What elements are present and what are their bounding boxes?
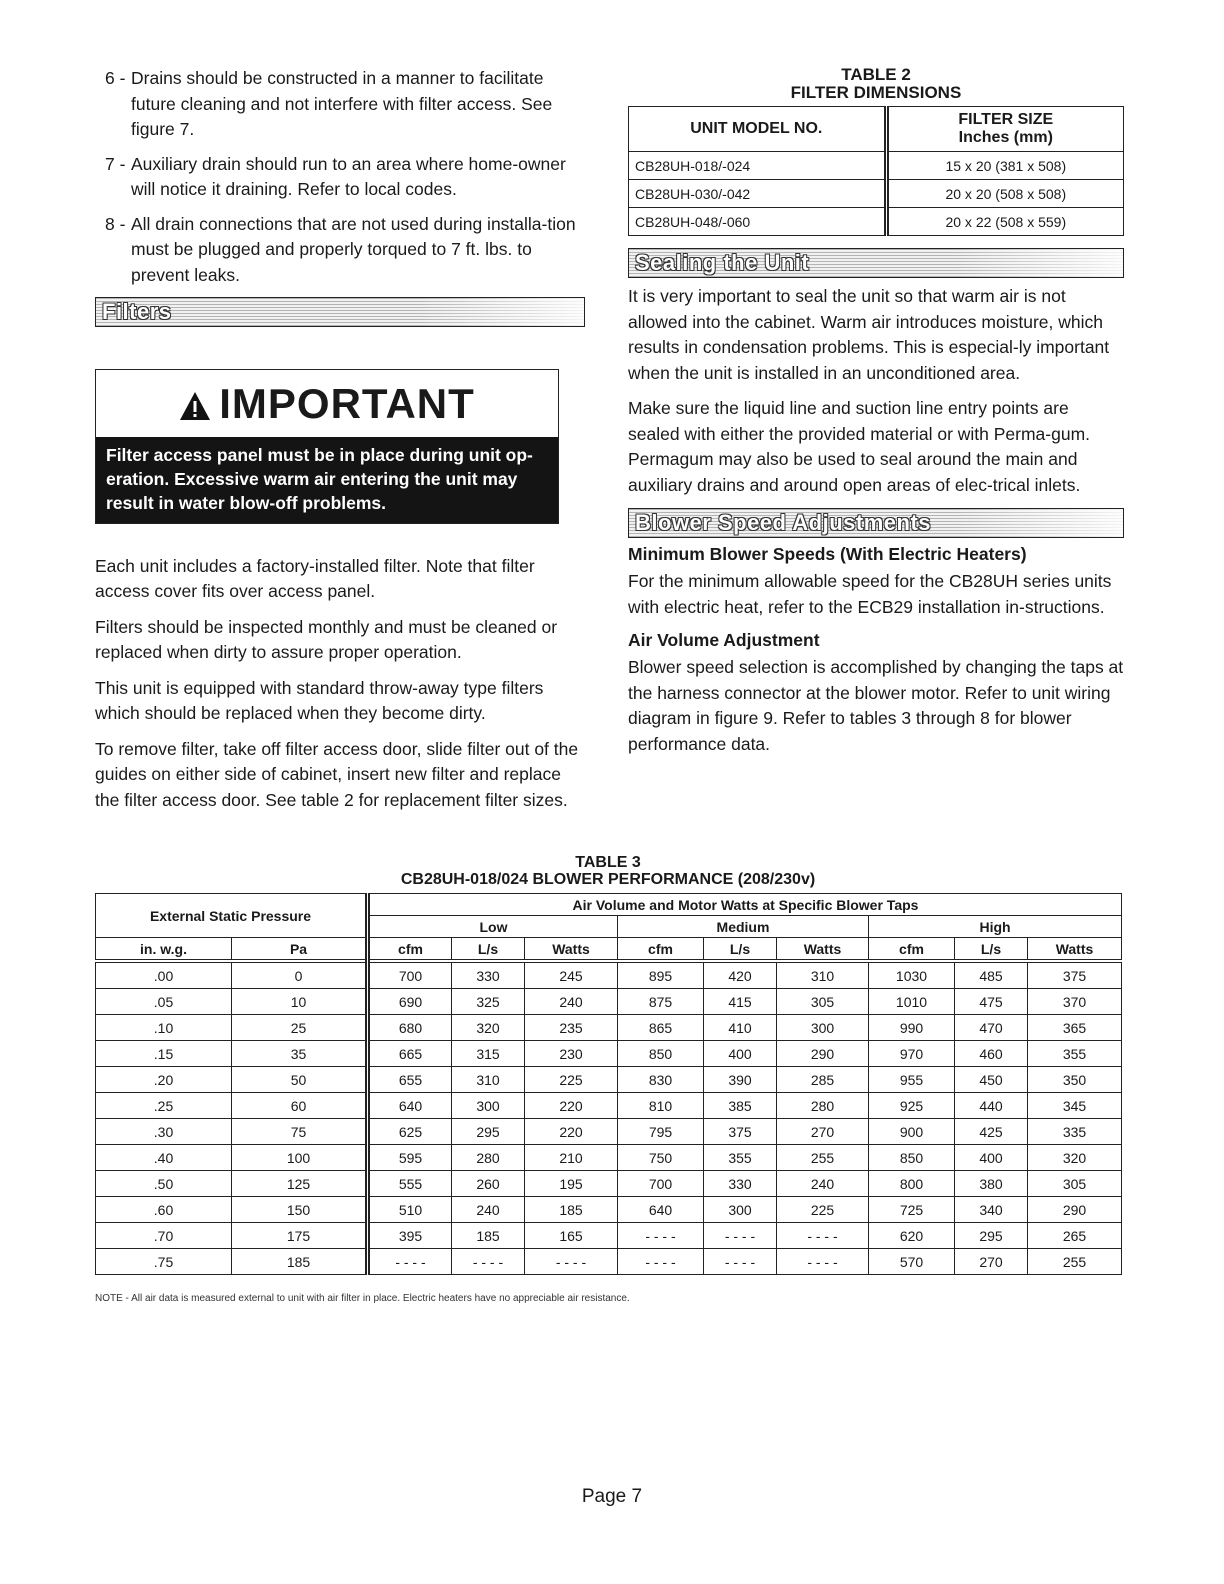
table-cell: 990 — [869, 1015, 955, 1041]
model-cell: CB28UH-048/-060 — [629, 208, 887, 236]
table-cell: 330 — [452, 961, 525, 989]
table-cell: 240 — [777, 1171, 869, 1197]
filters-paragraph: This unit is equipped with standard throw-away type filters which should be replaced when they become dirty. — [95, 677, 544, 724]
table-cell: 370 — [1028, 989, 1122, 1015]
header-cfm: cfm — [618, 938, 704, 962]
table-cell: 295 — [452, 1119, 525, 1145]
sealing-heading-text: Sealing the Unit — [635, 250, 810, 275]
table-cell: .40 — [96, 1145, 232, 1171]
table-cell: 470 — [955, 1015, 1028, 1041]
sealing-heading — [628, 248, 1124, 278]
table-cell: 355 — [1028, 1041, 1122, 1067]
table-cell: - - - - — [452, 1249, 525, 1275]
table-cell: .05 — [96, 989, 232, 1015]
table-cell: 850 — [618, 1041, 704, 1067]
table-cell: 225 — [777, 1197, 869, 1223]
header-high: High — [869, 916, 1122, 938]
table-cell: 375 — [704, 1119, 777, 1145]
table-row — [96, 1249, 1122, 1275]
header-ls: L/s — [452, 938, 525, 962]
filters-heading-text: Filters — [102, 299, 172, 324]
table-cell: 300 — [704, 1197, 777, 1223]
table-cell: 280 — [777, 1093, 869, 1119]
table-cell: .60 — [96, 1197, 232, 1223]
header-model: UNIT MODEL NO. — [629, 107, 887, 152]
table-cell: 830 — [618, 1067, 704, 1093]
table-cell: 350 — [1028, 1067, 1122, 1093]
table-cell: 290 — [1028, 1197, 1122, 1223]
table-cell: 300 — [777, 1015, 869, 1041]
sealing-paragraph: Make sure the liquid line and suction line entry points are sealed with either the provided material or with Perma-gum. Permagum may also be used to seal around the main and auxiliary drains and around open areas of elec-trical inlets. — [628, 398, 1091, 495]
table-cell: - - - - — [618, 1223, 704, 1249]
blower-heading — [628, 508, 1124, 538]
table-cell: 700 — [618, 1171, 704, 1197]
table-cell: 795 — [618, 1119, 704, 1145]
table-cell: 285 — [777, 1067, 869, 1093]
page-number: Page 7 — [581, 1486, 643, 1507]
table-cell: 0 — [232, 961, 368, 989]
table-cell: 385 — [704, 1093, 777, 1119]
table-row — [96, 1067, 1122, 1093]
table-cell: .50 — [96, 1171, 232, 1197]
left-column — [95, 66, 585, 823]
table-cell: 425 — [955, 1119, 1028, 1145]
table2-caption: TABLE 2 — [841, 65, 911, 84]
filters-paragraph: Filters should be inspected monthly and must be cleaned or replaced when dirty to assure proper operation. — [95, 616, 558, 663]
table-cell: 255 — [1028, 1249, 1122, 1275]
blower-performance-table — [95, 893, 1122, 1275]
table-cell: 185 — [232, 1249, 368, 1275]
table-cell: 305 — [777, 989, 869, 1015]
table-cell: .10 — [96, 1015, 232, 1041]
table-cell: 195 — [525, 1171, 618, 1197]
table-cell: 295 — [955, 1223, 1028, 1249]
table-row — [96, 1093, 1122, 1119]
header-watts: Watts — [777, 938, 869, 962]
header-ls: L/s — [955, 938, 1028, 962]
table-cell: 865 — [618, 1015, 704, 1041]
table-cell: .75 — [96, 1249, 232, 1275]
table-cell: 380 — [955, 1171, 1028, 1197]
header-low: Low — [368, 916, 618, 938]
table-cell: 60 — [232, 1093, 368, 1119]
table-cell: 875 — [618, 989, 704, 1015]
important-title-text: IMPORTANT — [219, 380, 475, 427]
table-cell: 260 — [452, 1171, 525, 1197]
header-esp: External Static Pressure — [96, 894, 368, 938]
table-cell: - - - - — [777, 1249, 869, 1275]
filter-dimensions-table — [628, 106, 1124, 236]
item-number: 6 - — [105, 68, 126, 88]
table-cell: - - - - — [525, 1249, 618, 1275]
table-cell: 290 — [777, 1041, 869, 1067]
table-cell: - - - - — [704, 1223, 777, 1249]
air-volume-paragraph: Blower speed selection is accomplished by changing the taps at the harness connector at the blower motor. Refer to unit wiring diagram in figure 9. Refer to tables 3 through 8 for blower performance data. — [628, 657, 1124, 754]
table-cell: 690 — [368, 989, 452, 1015]
table-cell: .70 — [96, 1223, 232, 1249]
table-row — [96, 1223, 1122, 1249]
table-cell: .00 — [96, 961, 232, 989]
table-cell: - - - - — [777, 1223, 869, 1249]
table-cell: 570 — [869, 1249, 955, 1275]
air-volume-subheading: Air Volume Adjustment — [628, 630, 820, 650]
table-cell: 235 — [525, 1015, 618, 1041]
important-notice — [95, 369, 559, 524]
table-cell: 410 — [704, 1015, 777, 1041]
table-cell: 220 — [525, 1119, 618, 1145]
min-speed-subheading: Minimum Blower Speeds (With Electric Heaters) — [628, 544, 1027, 564]
table-cell: 895 — [618, 961, 704, 989]
table-cell: 345 — [1028, 1093, 1122, 1119]
table-cell: .30 — [96, 1119, 232, 1145]
table3-number: TABLE 3 — [575, 854, 641, 871]
table-cell: 75 — [232, 1119, 368, 1145]
table3-caption — [95, 854, 1121, 888]
table-cell: 310 — [452, 1067, 525, 1093]
list-item — [95, 212, 585, 289]
table3-title: CB28UH-018/024 BLOWER PERFORMANCE (208/230v) — [400, 871, 816, 888]
table-cell: 300 — [452, 1093, 525, 1119]
model-cell: CB28UH-018/-024 — [629, 152, 887, 180]
table-cell: 485 — [955, 961, 1028, 989]
list-item — [95, 66, 585, 143]
filters-paragraph: Each unit includes a factory-installed filter. Note that filter access cover fits over access panel. — [95, 555, 535, 602]
table-cell: 330 — [704, 1171, 777, 1197]
table-cell: 395 — [368, 1223, 452, 1249]
header-watts: Watts — [1028, 938, 1122, 962]
table-cell: 725 — [869, 1197, 955, 1223]
table-cell: 165 — [525, 1223, 618, 1249]
table-cell: 220 — [525, 1093, 618, 1119]
table-row — [96, 1145, 1122, 1171]
size-cell: 20 x 22 (508 x 559) — [886, 208, 1123, 236]
table-row — [96, 989, 1122, 1015]
table-cell: 150 — [232, 1197, 368, 1223]
blower-heading-text: Blower Speed Adjustments — [635, 510, 932, 535]
table-row — [629, 208, 1124, 236]
table-cell: 655 — [368, 1067, 452, 1093]
table-cell: 850 — [869, 1145, 955, 1171]
table2-title: FILTER DIMENSIONS — [790, 83, 962, 102]
table-cell: 320 — [1028, 1145, 1122, 1171]
table-row — [96, 1119, 1122, 1145]
table-cell: .25 — [96, 1093, 232, 1119]
table-header-row — [96, 894, 1122, 916]
header-cfm: cfm — [368, 938, 452, 962]
table-row — [96, 1041, 1122, 1067]
table-cell: 460 — [955, 1041, 1028, 1067]
table-cell: 400 — [955, 1145, 1028, 1171]
table-cell: 270 — [955, 1249, 1028, 1275]
table-cell: 315 — [452, 1041, 525, 1067]
min-speed-paragraph: For the minimum allowable speed for the CB28UH series units with electric heat, refer to the ECB29 installation in-structions. — [628, 571, 1112, 617]
table-cell: 325 — [452, 989, 525, 1015]
table-row — [96, 1197, 1122, 1223]
table-cell: 700 — [368, 961, 452, 989]
right-column — [628, 66, 1124, 767]
header-pa: Pa — [232, 938, 368, 962]
table-cell: 440 — [955, 1093, 1028, 1119]
table-row — [96, 1171, 1122, 1197]
item-text: Drains should be constructed in a manner to facilitate future cleaning and not interfere with filter access. See figure 7. — [131, 68, 553, 139]
table-row — [96, 961, 1122, 989]
item-text: All drain connections that are not used during installa-tion must be plugged and properly torqued to 7 ft. lbs. to prevent leaks. — [131, 213, 576, 285]
header-cfm: cfm — [869, 938, 955, 962]
table-cell: 230 — [525, 1041, 618, 1067]
table-cell: 100 — [232, 1145, 368, 1171]
item-text: Auxiliary drain should run to an area where home-owner will notice it draining. Refer to local codes. — [131, 153, 566, 199]
list-item — [95, 152, 585, 203]
table-cell: 305 — [1028, 1171, 1122, 1197]
table-cell: 310 — [777, 961, 869, 989]
table-cell: 475 — [955, 989, 1028, 1015]
table-cell: 375 — [1028, 961, 1122, 989]
table-cell: 955 — [869, 1067, 955, 1093]
table-cell: 925 — [869, 1093, 955, 1119]
table3-note: NOTE - All air data is measured external to unit with air filter in place. Electric heaters have no appreciable air resistance. — [95, 1293, 630, 1304]
header-inwg: in. w.g. — [96, 938, 232, 962]
table-cell: 400 — [704, 1041, 777, 1067]
table-cell: 225 — [525, 1067, 618, 1093]
table-cell: 800 — [869, 1171, 955, 1197]
table-cell: 900 — [869, 1119, 955, 1145]
table-cell: 255 — [777, 1145, 869, 1171]
table-header-row — [96, 938, 1122, 962]
size-cell: 15 x 20 (381 x 508) — [886, 152, 1123, 180]
table-cell: 1010 — [869, 989, 955, 1015]
table-cell: 810 — [618, 1093, 704, 1119]
table-cell: 450 — [955, 1067, 1028, 1093]
sealing-paragraph: It is very important to seal the unit so that warm air is not allowed into the cabinet. Warm air introduces moisture, which results in condensation problems. This is especial-ly important when the unit is installed in an unconditioned area. — [628, 286, 1110, 383]
table-cell: 970 — [869, 1041, 955, 1067]
table-row — [629, 152, 1124, 180]
table-row — [96, 1015, 1122, 1041]
table-cell: - - - - — [368, 1249, 452, 1275]
table-cell: 640 — [618, 1197, 704, 1223]
filters-paragraph: To remove filter, take off filter access door, slide filter out of the guides on either side of cabinet, insert new filter and replace the filter access door. See table 2 for replacement filter sizes. — [95, 738, 579, 810]
item-number: 7 - — [105, 153, 126, 174]
table-cell: 415 — [704, 989, 777, 1015]
table-cell: 750 — [618, 1145, 704, 1171]
table-cell: 355 — [704, 1145, 777, 1171]
warning-icon — [179, 383, 211, 431]
table-cell: 185 — [452, 1223, 525, 1249]
item-number: 8 - — [105, 213, 126, 234]
table-cell: 185 — [525, 1197, 618, 1223]
table-cell: 175 — [232, 1223, 368, 1249]
table-cell: 125 — [232, 1171, 368, 1197]
table-cell: 265 — [1028, 1223, 1122, 1249]
table-cell: 245 — [525, 961, 618, 989]
table-cell: 240 — [452, 1197, 525, 1223]
header-medium: Medium — [618, 916, 869, 938]
table-cell: 665 — [368, 1041, 452, 1067]
important-title — [96, 370, 558, 437]
table-header-row — [629, 107, 1124, 152]
header-watts: Watts — [525, 938, 618, 962]
table-cell: 210 — [525, 1145, 618, 1171]
table-cell: 510 — [368, 1197, 452, 1223]
table-cell: 280 — [452, 1145, 525, 1171]
table-cell: 595 — [368, 1145, 452, 1171]
table-cell: 240 — [525, 989, 618, 1015]
table-cell: .15 — [96, 1041, 232, 1067]
table-cell: 320 — [452, 1015, 525, 1041]
header-ls: L/s — [704, 938, 777, 962]
table-cell: 420 — [704, 961, 777, 989]
table-cell: 25 — [232, 1015, 368, 1041]
header-filter-size: FILTER SIZE Inches (mm) — [886, 107, 1123, 152]
filters-heading — [95, 297, 585, 327]
size-cell: 20 x 20 (508 x 508) — [886, 180, 1123, 208]
table-cell: 270 — [777, 1119, 869, 1145]
table-cell: 640 — [368, 1093, 452, 1119]
table-row — [629, 180, 1124, 208]
table-cell: 340 — [955, 1197, 1028, 1223]
table-cell: - - - - — [704, 1249, 777, 1275]
table-cell: 620 — [869, 1223, 955, 1249]
table-cell: 10 — [232, 989, 368, 1015]
table-cell: 390 — [704, 1067, 777, 1093]
table-cell: 555 — [368, 1171, 452, 1197]
model-cell: CB28UH-030/-042 — [629, 180, 887, 208]
table-cell: 35 — [232, 1041, 368, 1067]
table-cell: 50 — [232, 1067, 368, 1093]
table-cell: 335 — [1028, 1119, 1122, 1145]
table-cell: 625 — [368, 1119, 452, 1145]
table-cell: - - - - — [618, 1249, 704, 1275]
table-cell: .20 — [96, 1067, 232, 1093]
important-body: Filter access panel must be in place during unit op-eration. Excessive warm air entering the unit may result in water blow-off problems. — [96, 437, 558, 523]
header-air-volume: Air Volume and Motor Watts at Specific Blower Taps — [368, 894, 1122, 916]
table-cell: 365 — [1028, 1015, 1122, 1041]
table-cell: 680 — [368, 1015, 452, 1041]
table-cell: 1030 — [869, 961, 955, 989]
